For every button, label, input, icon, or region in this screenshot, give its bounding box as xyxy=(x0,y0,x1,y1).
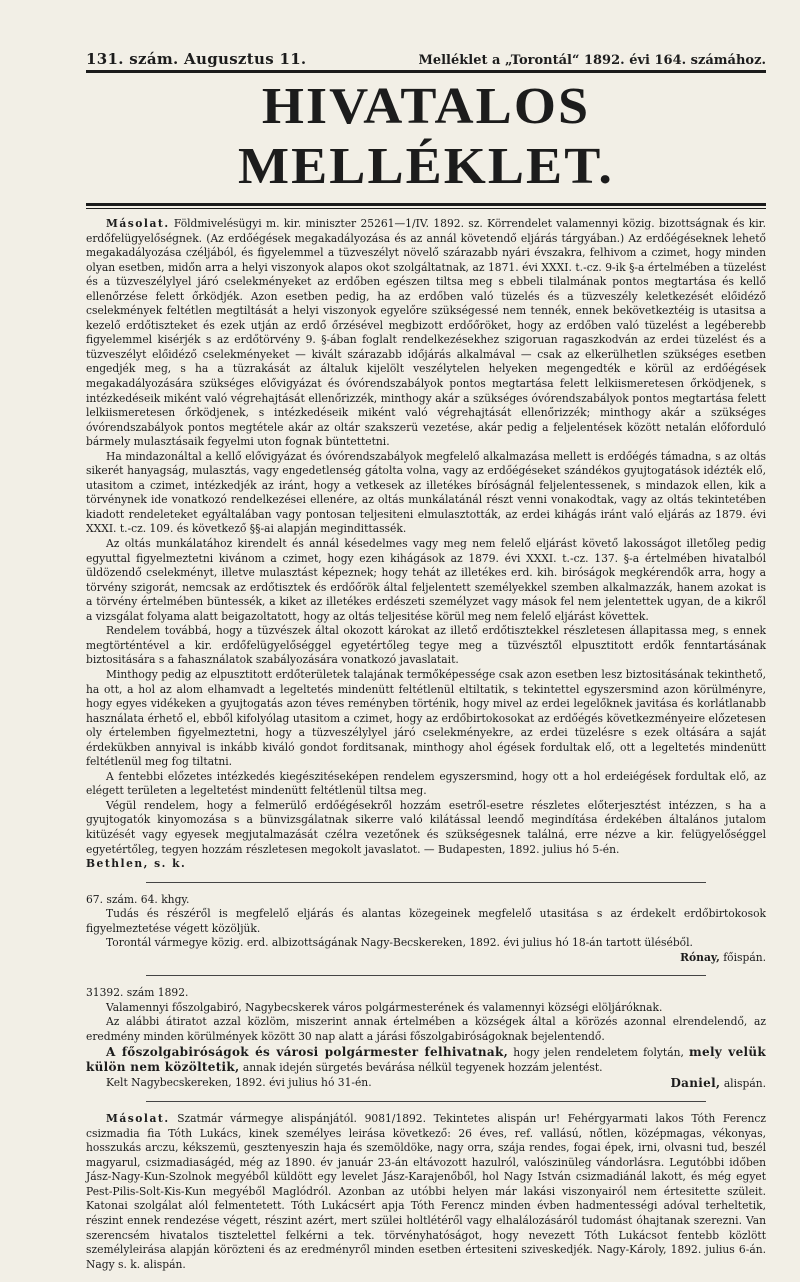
section-circular xyxy=(86,986,766,1091)
date-signature-row xyxy=(86,1076,766,1092)
divider xyxy=(146,882,706,883)
divider xyxy=(146,1101,706,1102)
paragraph-text: annak idején sürgetés bevárása nélkül tegyenek hozzám jelentést. xyxy=(242,1061,603,1075)
signature-name: Rónay, xyxy=(680,950,720,964)
section-committee xyxy=(86,893,766,966)
paragraph xyxy=(86,1045,766,1076)
paragraph: Az oltás munkálatához kirendelt és annál késedelmes vagy meg nem felelő eljárást követő lakosságot illetőleg pedig egyuttal figyelmeztetni kivánom a czimet, hogy ezen kihágások az 1879. évi XXXI. t.-cz. 137. §-a értelmében hivatalból üldözendő cselekményt, illetve mulasztást képeznek; hogy tehát az illetékes erd. kih. biróságok megkérendők arra, hogy a törvény szigorát, nemcsak az erdőtisztek és erdőőrök által feljelentett személyekkel szemben alkalmazzák, hanem azokat is a törvény értelmében büntessék, a kiket az illetékes erdészeti személyzet vagy mások fel nem jelentettek ugyan, de a kikről a vizsgálat folyama alatt beigazoltatott, hogy az oltás teljesitése körül meg nem felelő eljárást követtek. xyxy=(86,537,766,623)
paragraph-text: hogy jelen rendeletem folytán, xyxy=(513,1045,684,1059)
signature-name: Bethlen, s. k. xyxy=(86,857,187,871)
masthead-rule xyxy=(86,203,766,209)
paragraph xyxy=(86,1112,766,1272)
bold-text: mely velük külön nem közöltetik, xyxy=(86,1044,766,1075)
paragraph: Minthogy pedig az elpusztitott erdőterületek talajának termőképessége csak azon esetben lesz biztositásának tekinthető, ha ott, a hol az alom elhamvadt a legeltetés mindenütt feltétlenül eltiltatik, s tekintettel egyszersmind azon körülményre, hogy egyes vidékeken a gyujtogatás azon téves reményben történik, hogy mivel az erdei legelőknek javitása és korlátlanabb használata érhető el, ebből kifolyólag utasitom a czimet, hogy az erdőbirtokosokat az erdőégés következményeire előzetesen oly értelemben figyelmeztetni, hogy a tüzveszélylyel járó cselekményekre, az erdei tüzelésre s ezek oltására a saját érdekükben annyival is inkább kiváló gondot forditsanak, minthogy ahol égések fordultak elő, ott a legeltetés mindenütt feltétlenül meg fog tiltatni. xyxy=(86,667,766,769)
masthead-title: HIVATALOS MELLÉKLET. xyxy=(238,78,614,195)
page-header xyxy=(86,0,766,68)
paragraph: Torontál vármegye közig. erd. albizottságának Nagy-Becskereken, 1892. évi julius hó 18-án tartott üléséből. xyxy=(106,936,693,950)
reference-number: 67. szám. 64. khgy. xyxy=(86,892,190,906)
divider xyxy=(146,975,706,976)
signature xyxy=(86,857,766,872)
paragraph: Tudás és részéről is megfelelő eljárás és alantas közegeinek megfelelő utasitása s az érdekelt erdőbirtokosok figyelmeztetése végett közöljük. xyxy=(86,907,766,935)
section-decree xyxy=(86,217,766,872)
reference-number: 31392. szám 1892. xyxy=(86,986,189,1000)
paragraph: A fentebbi előzetes intézkedés kiegészitéseképen rendelem egyszersmind, hogy ott a hol erdeiégések fordultak elő, az elégett területen a legeltetést mindenütt feltétlenül tiltsa meg. xyxy=(86,769,766,798)
paragraph: Valamennyi főszolgabiró, Nagybecskerek város polgármesterének és valamennyi községi elöljáróknak. xyxy=(106,1000,663,1014)
signature-title: alispán. xyxy=(723,1076,766,1090)
lead-word: Másolat. xyxy=(106,217,170,230)
bold-text: A főszolgabiróságok és városi polgármester felhivatnak, xyxy=(106,1044,509,1059)
header-rule xyxy=(86,70,766,73)
paragraph-text: Földmivelésügyi m. kir. miniszter 25261—1/IV. 1892. sz. Körrendelet valamennyi közig. bizottságnak és kir. erdőfelügyelőségnek. (Az erdőégések megakadályozása és az annál követendő eljárás tárgyában.) Az erdőégéseknek lehető megakadályozása czéljából, és figyelemmel a tüzveszélyt növelő szárazabb nyári évszakra, felhivom a czimet, hogy minden olyan esetben, midőn arra a helyi viszonyok alapos okot szolgáltatnak, az 1871. évi XXXI. t.-cz. 9-ik §-a értelmében a tüzelést és a tüzveszélylyel járó cselekményeket az erdőben egészen tiltsa meg s ebbeli tilalmának pontos megtartása és kellő ellenőrzése felett őrködjék. Azon esetben pedig, ha az erdőben való tüzelés és a tüzveszély keletkezését előidéző cselekmények feltétlen megtiltását a helyi viszonyok egyelőre szükségessé nem tennék, ennek bekövetkeztéig is utasitsa a kezelő erdőtiszteket és ezek utján az erdő őrzésével megbizott erdőőröket, hogy az erdőben való tüzelést a legéberebb figyelemmel kisérjék s az erdőtörvény 9. §-ában foglalt rendelkezésekhez szigoruan ragaszkodván az erdei tüzelést és a tüzveszélyt előidéző cselekményeket — kivált szárazabb időjárás alkalmával — csak az elkerülhetlen szükséges esetben engedjék meg, s ha a tüzrakását az általuk kijelölt veszélytelen helyeken megengedték e körül az erdőégések megakadályozására szükséges elővigyázat és óvórendszabályok pontos megtartása felett lelkiismeretesen őrködjenek, s intézkedéseik miként való végrehajtását ellenőrizzék, minthogy akár a szükséges óvórendszabályok pontos megtartása felett lelkiismeretesen őrködjenek, s intézkedéseik miként való végrehajtását ellenőrizzék; minthogy akár a szükséges óvórendszabályok pontos megtétele akár az oltár szakszerü vezetése, akár pedig a feljelentések között netalán előforduló bármely mulasztásaik fegyelmi uton fognak büntettetni. xyxy=(86,217,766,449)
lead-word: Másolat. xyxy=(106,1112,170,1126)
paragraph: Ha mindazonáltal a kellő elővigyázat és óvórendszabályok megfelelő alkalmazása mellett is erdőégés támadna, s az oltás sikerét hanyagság, mulasztás, vagy engedetlenség gátolta volna, vagy az erdőégéseket szándékos gyujtogatások idézték elő, utasitom a czimet, intézkedjék az iránt, hogy a vetkesek az illetékes bíróságnál feljelentessenek, s mindazok ellen, kik a törvénynek ide vonatkozó rendelkezései ellenére, az oltás munkálatánál részt venni vonakodtak, vagy az oltás tekintetében kiadott rendeleteket egyáltalában vagy pontosan teljesiteni elmulasztották, az erdei kihágás iránt való eljárás az 1879. évi XXXI. t.-cz. 109. és következő §§-ai alapján megindittassék. xyxy=(86,449,766,536)
paragraph-text: Szatmár vármegye alispánjától. 9081/1892. Tekintetes alispán ur! Fehérgyarmati lakos Tóth Ferencz csizmadia fia Tóth Lukács, kinek személyes leirása következő: 26 éves, ref. vallású, nőtlen, középmagas, vékonyas, hosszukás arczu, kékszemü, gesztenyeszin haja és szemöldöke, nagy orra, szája rendes, fogai épek, irni, olvasni tud, beszél magyarul, csizmadiaságéd, még az 1890. év január 23-án eltávozott hazulról, valószinüleg vándorlásra. Legutóbbi időben Jász-Nagy-Kun-Szolnok megyéből küldött egy levelet Jász-Karajenőből, hol Nagy István csizmadiánál lakott, és még egyet Pest-Pilis-Solt-Kis-Kun megyéből Maglódról. Azonban az utóbbi helyen már lakási viszonyairól nem értesitette szüleit. Katonai szolgálat alól felmentetett. Tóth Lukácsért apja Tóth Ferencz minden évben hadmentességi adóval terheltetik, részint ennek rendezése végett, részint azért, mert szülei holtlétéről vagy elhalálozásáról tudomást óhajtanak szerezni. Van szerencsém hivatalos tisztelettel felkérni a tek. törvényhatóságot, hogy nevezett Tóth Lukácsot fentebb közlött személyleirása alapján körözteni és az eredményről minden esetben értesiteni sziveskedjék. Nagy-Károly, 1892. julius 6-án. Nagy s. k. alispán. xyxy=(86,1112,766,1271)
signature xyxy=(86,951,766,966)
supplement-note: Melléklet a „Torontál“ 1892. évi 164. számához. xyxy=(418,53,766,68)
section-search-notice xyxy=(86,1112,766,1272)
date-line: Kelt Nagybecskereken, 1892. évi julius hó 31-én. xyxy=(106,1075,372,1089)
paragraph: Rendelem továbbá, hogy a tüzvészek által okozott károkat az illető erdőtisztekkel részletesen állapitassa meg, s ennek megtörténtével a kir. erdőfelügyelőséggel egyetértőleg tegye meg a tüzvésztől elpusztitott erdők fenntartásának biztositására s a fahasználatok szabályozására vonatkozó javaslatait. xyxy=(86,624,766,667)
signature-name: Daniel, xyxy=(670,1075,721,1090)
signature-title: főispán. xyxy=(723,950,766,964)
paragraph: Az alábbi átiratot azzal közlöm, miszerint annak értelmében a községek által a körözés azonnal elrendelendő, az eredmény minden körülmények között 30 nap alatt a járási főszolgabiróságoknak bejelentendő. xyxy=(86,1015,766,1043)
issue-number: 131. szám. Augusztus 11. xyxy=(86,50,307,68)
paragraph xyxy=(86,217,766,450)
paragraph: Végül rendelem, hogy a felmerülő erdőégésekről hozzám esetről-esetre részletes előterjesztést intézzen, s ha a gyujtogatók kinyomozása s a bünvizsgálatnak sikerre való kilátással leendő megindítása érdekében általános jutalom kitüzését vagy egyesek megjutalmazását czélra vezetőnek és szükségesnek találná, erre nézve a kir. felügyelőséggel egyetértőleg, tegyen hozzám részletesen megokolt javaslatot. — Budapesten, 1892. julius hó 5-én. xyxy=(86,798,766,856)
